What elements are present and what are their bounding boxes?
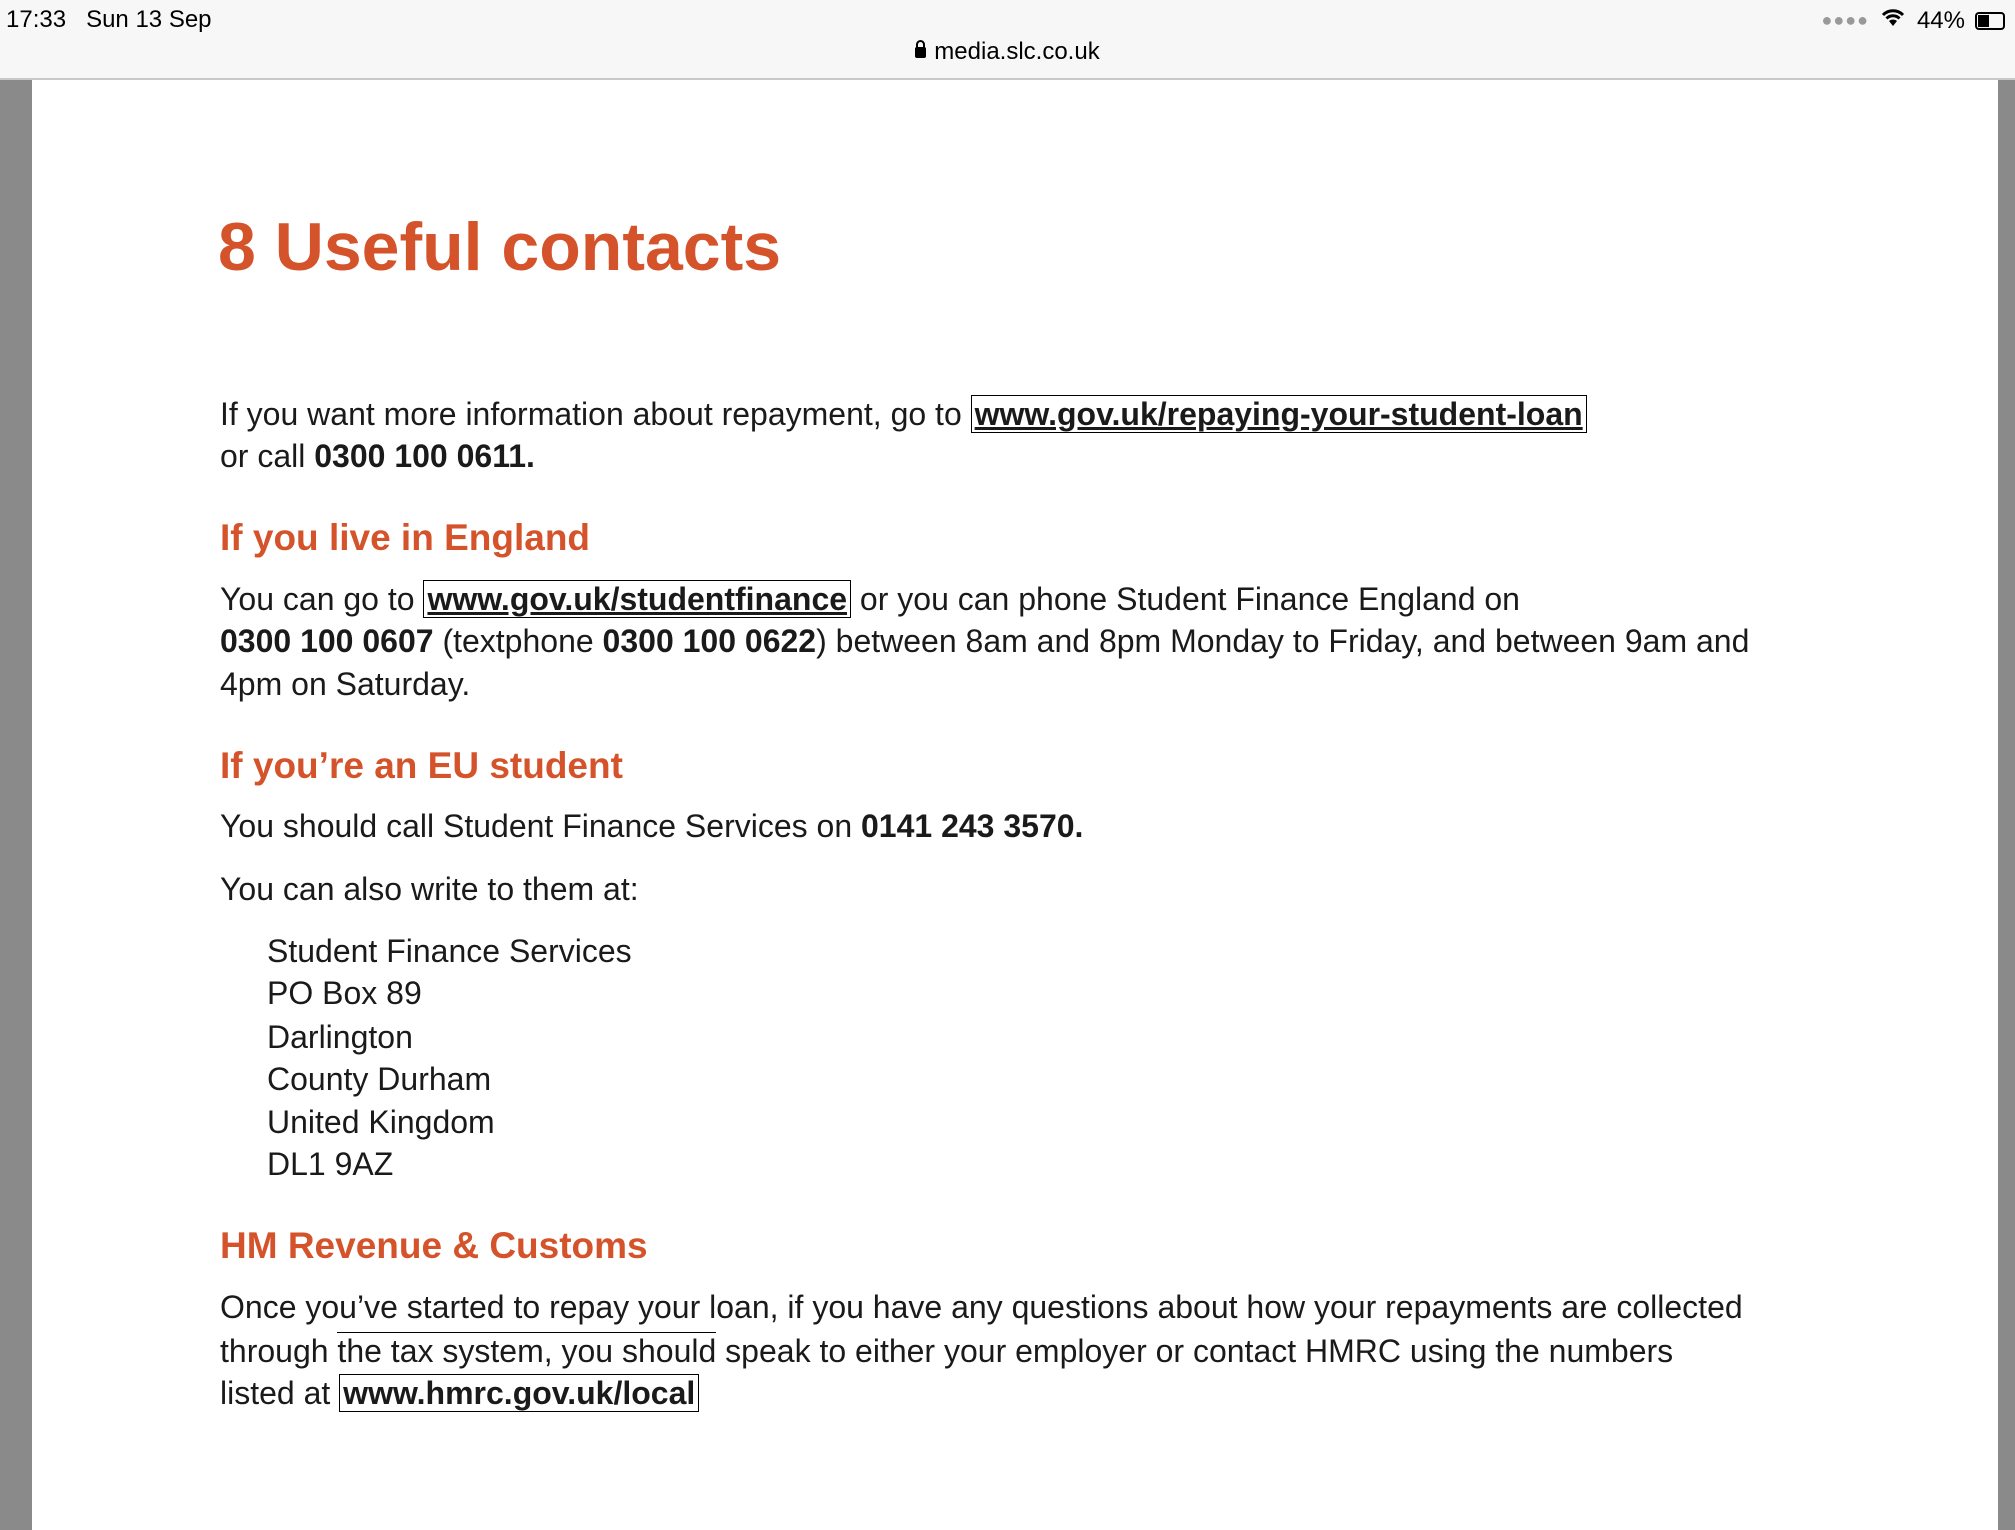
england-line-1: You can go to www.gov.uk/studentfinance or you can phone Student Finance England on: [220, 581, 1520, 617]
eu-line-1: You should call Student Finance Services on 0141 243 3570.: [220, 808, 1084, 844]
address-line: DL1 9AZ: [267, 1146, 394, 1182]
eu-line-2: You can also write to them at:: [220, 871, 639, 907]
address-line: Student Finance Services: [267, 933, 632, 969]
clock: 17:33 Sun 13 Sep: [6, 6, 212, 33]
signal-icon: ●●●●: [1821, 10, 1869, 30]
england-line-2: 0300 100 0607 (textphone 0300 100 0622) between 8am and 8pm Monday to Friday, and between 9am and: [220, 623, 1750, 659]
heading-england: If you live in England: [220, 517, 591, 558]
heading-eu: If you’re an EU student: [220, 745, 623, 786]
page-title: 8 Useful contacts: [218, 209, 782, 285]
battery-percent: 44%: [1916, 6, 1965, 34]
intro-line-1: If you want more information about repayment, go to www.gov.uk/repaying-your-student-loan: [220, 393, 1587, 436]
hmrc-line-3: listed at www.hmrc.gov.uk/local: [220, 1372, 699, 1415]
address-line: County Durham: [267, 1061, 492, 1097]
address-line: Darlington: [267, 1019, 413, 1055]
england-line-3: 4pm on Saturday.: [220, 666, 471, 702]
url-text: media.slc.co.uk: [934, 38, 1100, 65]
repaying-loan-link[interactable]: www.gov.uk/repaying-your-student-loan: [971, 395, 1587, 433]
hmrc-line-1: Once you’ve started to repay your loan, if you have any questions about how your repayments are collected: [220, 1289, 1743, 1325]
address-line: United Kingdom: [267, 1104, 495, 1140]
intro-line-2: or call 0300 100 0611.: [220, 438, 535, 474]
studentfinance-link[interactable]: www.gov.uk/studentfinance: [423, 580, 851, 618]
address-line: PO Box 89: [267, 975, 422, 1011]
heading-hmrc: HM Revenue & Customs: [220, 1225, 648, 1266]
hmrc-link[interactable]: www.hmrc.gov.uk/local: [339, 1374, 699, 1412]
hmrc-line-2: through the tax system, you should speak to either your employer or contact HMRC using the numbers: [220, 1333, 1674, 1369]
pdf-page: [32, 80, 1998, 1530]
